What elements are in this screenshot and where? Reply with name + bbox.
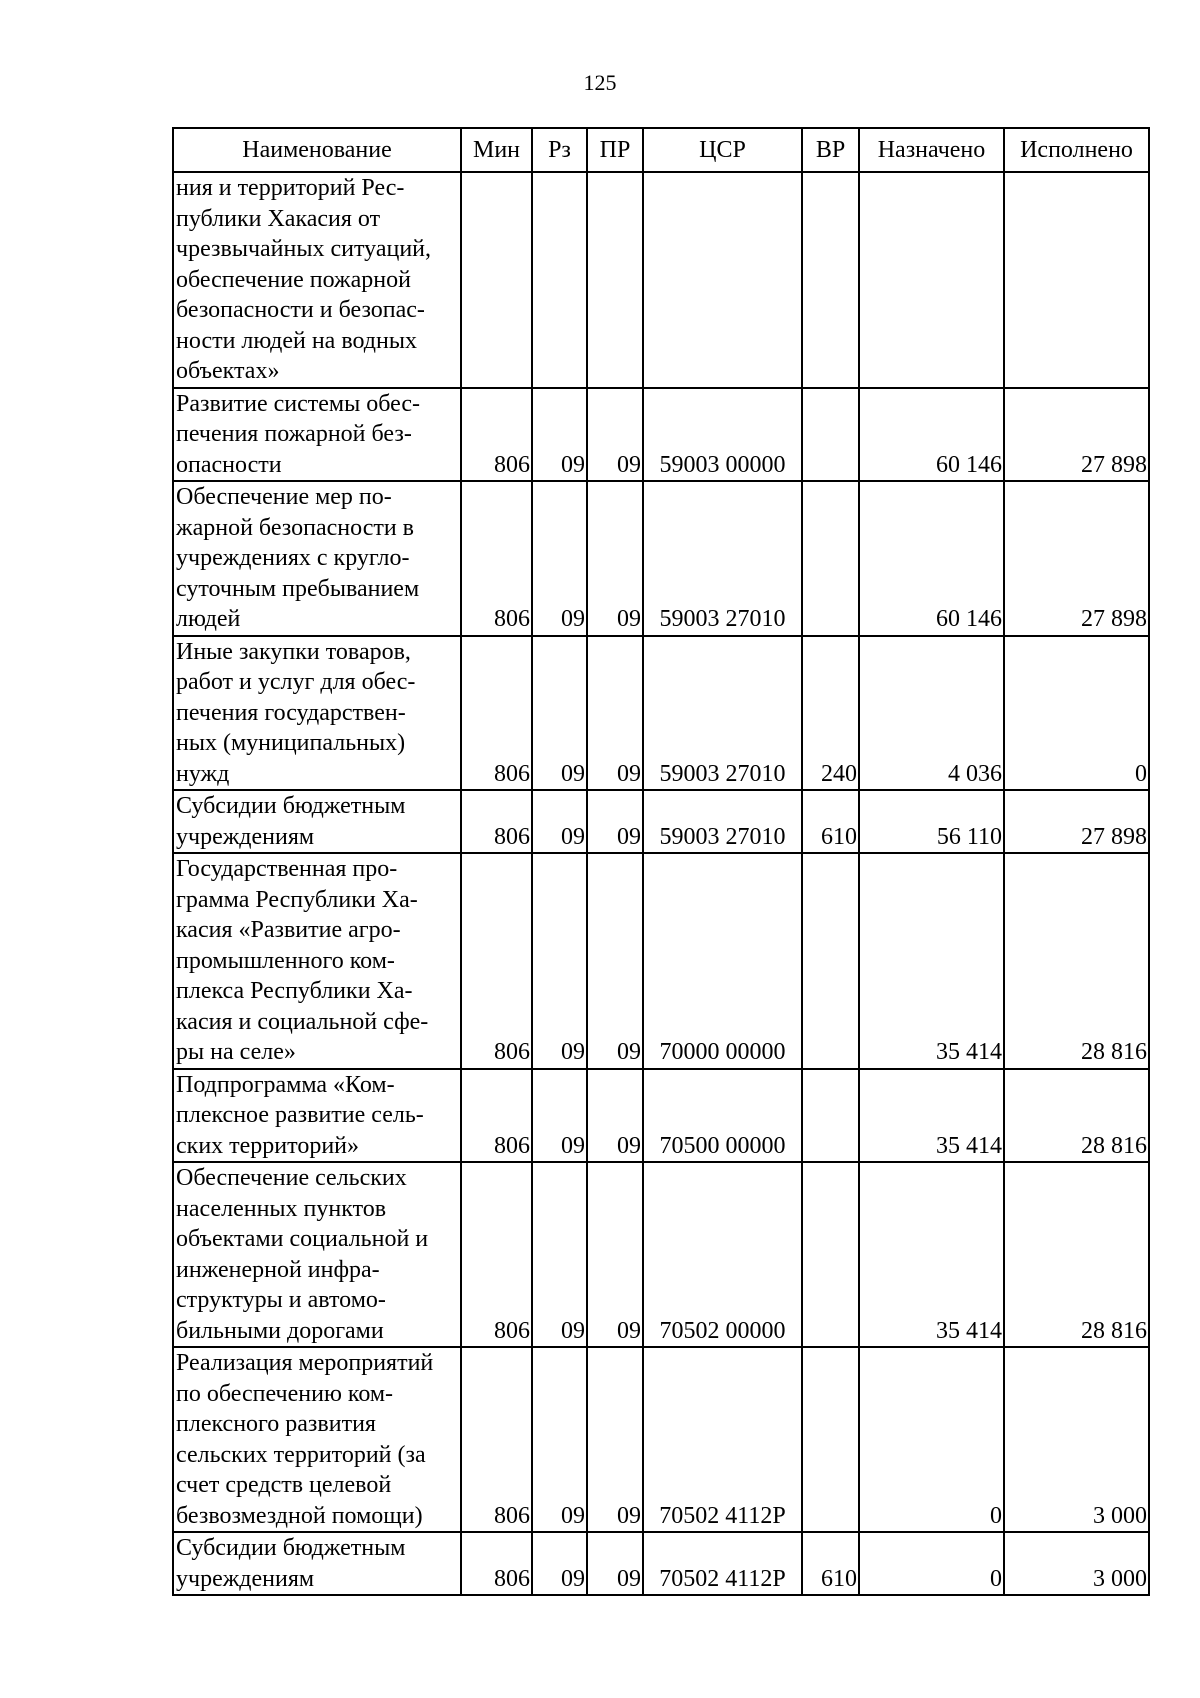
table-body <box>173 172 1149 1595</box>
cell-name: ния и территорий Рес- публики Хакасия от чрезвычайных ситуаций, обеспечение пожарной безопасности и безопас- ности людей на водных объектах» <box>173 172 461 388</box>
cell-assigned: 0 <box>859 1347 1004 1532</box>
cell-vr <box>802 481 859 636</box>
cell-vr <box>802 853 859 1069</box>
cell-assigned: 60 146 <box>859 388 1004 482</box>
cell-vr <box>802 1347 859 1532</box>
header-pr: ПР <box>587 128 643 172</box>
cell-assigned <box>859 172 1004 388</box>
cell-executed: 27 898 <box>1004 388 1149 482</box>
header-executed: Исполнено <box>1004 128 1149 172</box>
cell-assigned: 35 414 <box>859 1162 1004 1347</box>
cell-name: Обеспечение мер по- жарной безопасности в учреждениях с кругло- суточным пребыванием людей <box>173 481 461 636</box>
budget-table <box>172 127 1150 1596</box>
table-row <box>173 636 1149 791</box>
table-row <box>173 1532 1149 1595</box>
cell-csr: 70502 00000 <box>643 1162 802 1347</box>
cell-csr: 59003 27010 <box>643 481 802 636</box>
cell-assigned: 35 414 <box>859 1069 1004 1163</box>
cell-min: 806 <box>461 1162 532 1347</box>
cell-rz: 09 <box>532 1347 587 1532</box>
cell-csr: 59003 27010 <box>643 790 802 853</box>
header-vr: ВР <box>802 128 859 172</box>
cell-pr: 09 <box>587 790 643 853</box>
page-number: 125 <box>583 70 617 95</box>
cell-executed: 28 816 <box>1004 1069 1149 1163</box>
cell-vr <box>802 172 859 388</box>
cell-vr <box>802 388 859 482</box>
header-csr: ЦСР <box>643 128 802 172</box>
header-rz: Рз <box>532 128 587 172</box>
cell-executed: 0 <box>1004 636 1149 791</box>
cell-vr <box>802 1162 859 1347</box>
table-row <box>173 388 1149 482</box>
cell-executed: 28 816 <box>1004 1162 1149 1347</box>
table-row <box>173 853 1149 1069</box>
cell-rz: 09 <box>532 1069 587 1163</box>
table-row <box>173 481 1149 636</box>
cell-pr <box>587 172 643 388</box>
cell-min: 806 <box>461 790 532 853</box>
cell-pr: 09 <box>587 481 643 636</box>
cell-min: 806 <box>461 481 532 636</box>
cell-name: Иные закупки товаров, работ и услуг для обес- печения государствен- ных (муниципальных) нужд <box>173 636 461 791</box>
header-assigned: Назначено <box>859 128 1004 172</box>
table-row <box>173 1347 1149 1532</box>
cell-rz: 09 <box>532 636 587 791</box>
table-header-row <box>173 128 1149 172</box>
cell-executed: 27 898 <box>1004 481 1149 636</box>
cell-vr: 610 <box>802 1532 859 1595</box>
cell-rz: 09 <box>532 1532 587 1595</box>
cell-vr: 240 <box>802 636 859 791</box>
cell-csr: 59003 00000 <box>643 388 802 482</box>
cell-name: Обеспечение сельских населенных пунктов объектами социальной и инженерной инфра- структуры и автомо- бильными дорогами <box>173 1162 461 1347</box>
cell-pr: 09 <box>587 1347 643 1532</box>
cell-min <box>461 172 532 388</box>
cell-csr <box>643 172 802 388</box>
cell-csr: 70502 4112P <box>643 1532 802 1595</box>
cell-vr <box>802 1069 859 1163</box>
cell-name: Субсидии бюджетным учреждениям <box>173 790 461 853</box>
header-name: Наименование <box>173 128 461 172</box>
table-row <box>173 1162 1149 1347</box>
cell-name: Подпрограмма «Ком- плексное развитие сель- ских территорий» <box>173 1069 461 1163</box>
cell-pr: 09 <box>587 1162 643 1347</box>
cell-assigned: 0 <box>859 1532 1004 1595</box>
cell-name: Субсидии бюджетным учреждениям <box>173 1532 461 1595</box>
cell-assigned: 4 036 <box>859 636 1004 791</box>
cell-min: 806 <box>461 853 532 1069</box>
cell-rz: 09 <box>532 853 587 1069</box>
cell-name: Государственная про- грамма Республики Ха- касия «Развитие агро- промышленного ком- плекса Республики Ха- касия и социальной сфе- ры на селе» <box>173 853 461 1069</box>
cell-assigned: 60 146 <box>859 481 1004 636</box>
cell-name: Развитие системы обес- печения пожарной без- опасности <box>173 388 461 482</box>
cell-executed: 3 000 <box>1004 1347 1149 1532</box>
cell-min: 806 <box>461 1347 532 1532</box>
cell-min: 806 <box>461 388 532 482</box>
cell-rz: 09 <box>532 388 587 482</box>
cell-pr: 09 <box>587 1069 643 1163</box>
cell-assigned: 35 414 <box>859 853 1004 1069</box>
cell-csr: 70500 00000 <box>643 1069 802 1163</box>
header-min: Мин <box>461 128 532 172</box>
cell-name: Реализация мероприятий по обеспечению ком- плексного развития сельских территорий (за счет средств целевой безвозмездной помощи) <box>173 1347 461 1532</box>
cell-pr: 09 <box>587 853 643 1069</box>
cell-executed: 28 816 <box>1004 853 1149 1069</box>
cell-vr: 610 <box>802 790 859 853</box>
cell-rz <box>532 172 587 388</box>
cell-rz: 09 <box>532 790 587 853</box>
cell-rz: 09 <box>532 481 587 636</box>
cell-pr: 09 <box>587 1532 643 1595</box>
table-row <box>173 790 1149 853</box>
cell-csr: 70502 4112P <box>643 1347 802 1532</box>
table-row <box>173 1069 1149 1163</box>
table-row <box>173 172 1149 388</box>
cell-min: 806 <box>461 636 532 791</box>
cell-pr: 09 <box>587 636 643 791</box>
cell-csr: 70000 00000 <box>643 853 802 1069</box>
cell-executed: 3 000 <box>1004 1532 1149 1595</box>
cell-pr: 09 <box>587 388 643 482</box>
cell-min: 806 <box>461 1069 532 1163</box>
cell-executed <box>1004 172 1149 388</box>
cell-assigned: 56 110 <box>859 790 1004 853</box>
cell-executed: 27 898 <box>1004 790 1149 853</box>
cell-min: 806 <box>461 1532 532 1595</box>
cell-csr: 59003 27010 <box>643 636 802 791</box>
cell-rz: 09 <box>532 1162 587 1347</box>
